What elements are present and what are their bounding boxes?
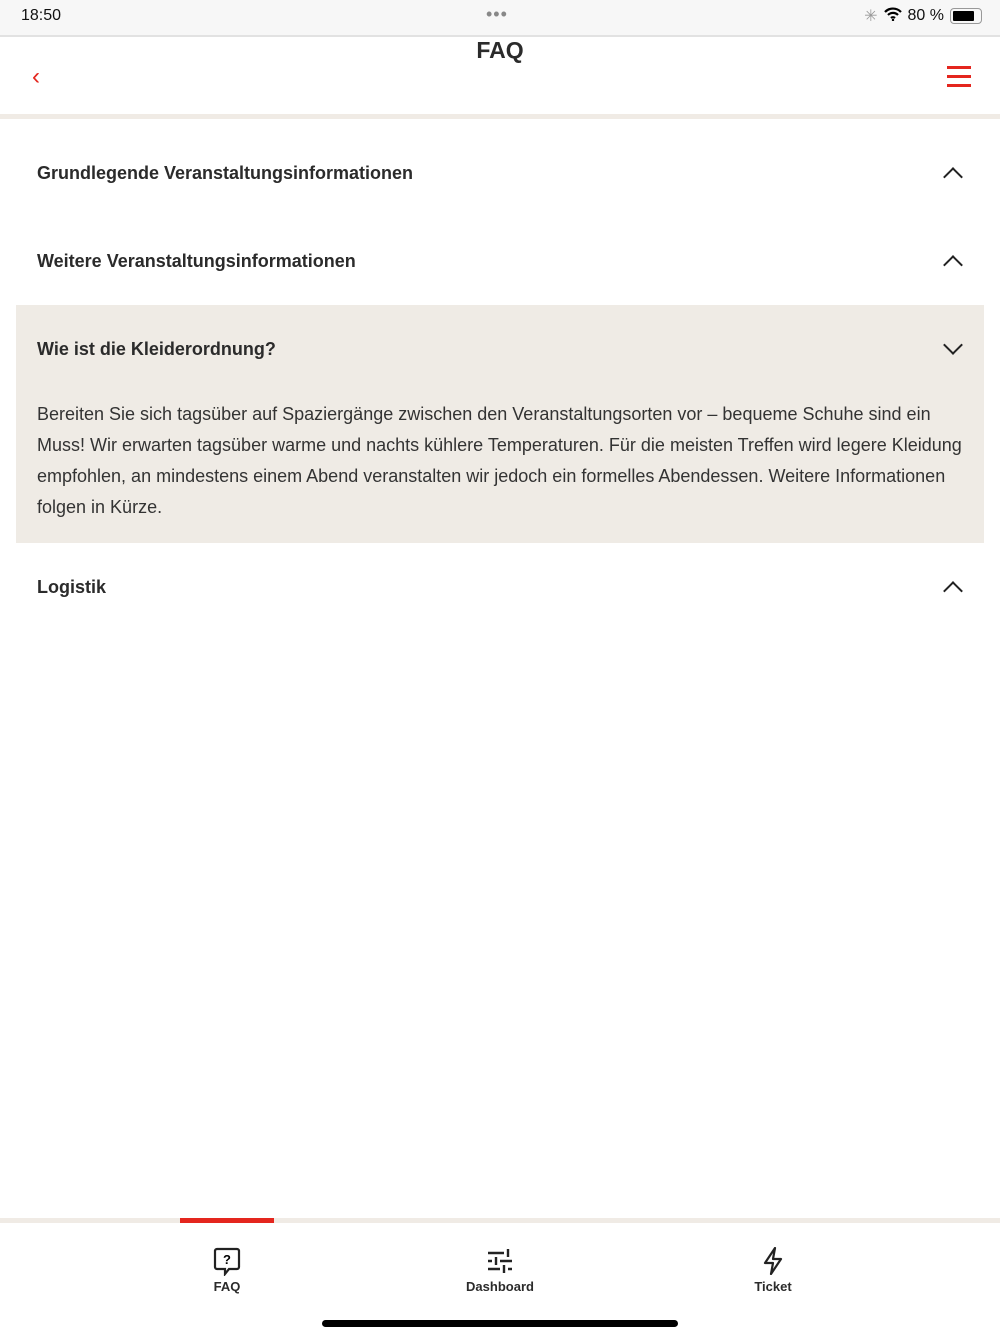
chevron-up-icon <box>943 167 963 187</box>
chevron-up-icon <box>943 581 963 601</box>
tab-label: Dashboard <box>466 1279 534 1294</box>
status-time: 18:50 <box>21 7 62 24</box>
app-header <box>0 37 1000 119</box>
tab-label: Ticket <box>754 1279 792 1294</box>
faq-item-expanded[interactable] <box>16 305 984 543</box>
activity-icon: ✳ <box>864 8 878 25</box>
chevron-up-icon <box>943 255 963 275</box>
lightning-icon <box>713 1243 833 1279</box>
active-tab-indicator <box>180 1218 274 1223</box>
wifi-icon <box>884 7 902 26</box>
sliders-icon <box>440 1243 560 1279</box>
tab-dashboard[interactable] <box>440 1243 560 1294</box>
page-title: FAQ <box>476 37 524 63</box>
faq-question: Wie ist die Kleiderordnung? <box>37 338 276 359</box>
home-indicator[interactable] <box>322 1320 678 1327</box>
faq-question: Weitere Veranstaltungsinformationen <box>37 250 356 271</box>
faq-question: Logistik <box>37 576 107 597</box>
status-bar <box>0 0 1000 37</box>
faq-list <box>0 119 1000 631</box>
hamburger-menu-icon[interactable] <box>947 66 971 93</box>
question-bubble-icon <box>167 1243 287 1279</box>
tab-label: FAQ <box>213 1279 241 1294</box>
back-chevron-icon[interactable]: ‹ <box>32 63 40 90</box>
tab-faq[interactable] <box>167 1243 287 1294</box>
multitasking-dots-icon[interactable]: ••• <box>486 4 508 24</box>
tab-ticket[interactable] <box>713 1243 833 1294</box>
svg-text:?: ? <box>223 1252 231 1267</box>
bottom-tab-bar <box>0 1218 1000 1334</box>
faq-item[interactable] <box>16 543 984 631</box>
chevron-down-icon <box>943 335 963 355</box>
faq-answer: Bereiten Sie sich tagsüber auf Spaziergänge zwischen den Veranstaltungsorten vor – bequeme Schuhe sind ein Muss! Wir erwarten tagsüber warme und nachts kühlere Temperaturen. Für die meisten Treffen wird legere Kleidung empfohlen, an mindestens einem Abend veranstalten wir jedoch ein formelles Abendessen. Weitere Informationen folgen in Kürze. <box>37 404 962 517</box>
battery-percent: 80 % <box>907 7 944 24</box>
faq-item[interactable] <box>16 217 984 305</box>
battery-icon <box>950 8 982 24</box>
faq-question: Grundlegende Veranstaltungsinformationen <box>37 162 414 183</box>
faq-item[interactable] <box>16 129 984 217</box>
